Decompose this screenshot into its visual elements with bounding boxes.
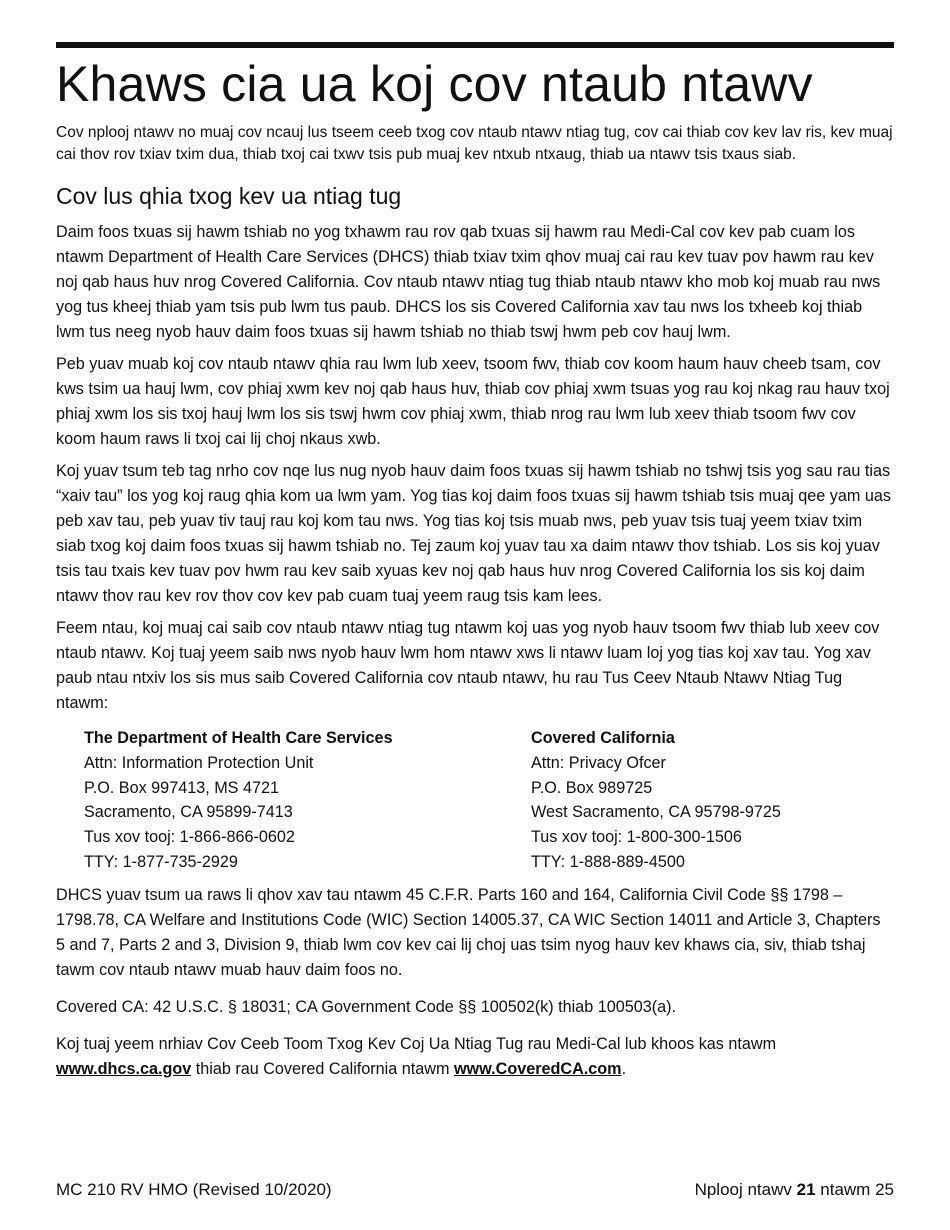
- covered-attn: Attn: Privacy Ofcer: [531, 753, 666, 772]
- dhcs-name: The Department of Health Care Services: [84, 729, 393, 747]
- dhcs-address: [84, 726, 531, 875]
- covered-city: West Sacramento, CA 95798-9725: [531, 803, 781, 822]
- page: [56, 42, 894, 1089]
- top-rule: [56, 42, 894, 48]
- page-total: 25: [875, 1180, 894, 1199]
- dhcs-phone: Tus xov tooj: 1-866-866-0602: [84, 828, 295, 847]
- links-suffix: .: [621, 1059, 627, 1078]
- dhcs-city: Sacramento, CA 95899-7413: [84, 803, 293, 822]
- page-current: 21: [796, 1180, 816, 1199]
- page-prefix: Nplooj ntawv: [694, 1180, 797, 1199]
- dhcs-legal-text: DHCS yuav tsum ua raws li qhov xav tau ntawm 45 C.F.R. Parts 160 and 164, California Civil Code §§ 1798 – 1798.78, CA Welfare and Institutions Code (WIC) Section 14005.37, CA WIC Section 14011 and Article 3, Chapters 5 and 7, Parts 2 and 3, Division 9, thiab lwm cov kev cai lij choj uas tsim nyog hauv kev khaws cia, siv, thiab tshaj tawm cov ntaub ntawv muab hauv daim foos no.: [56, 885, 881, 979]
- page-mid: ntawm: [815, 1180, 876, 1199]
- privacy-links-text: [56, 1032, 894, 1082]
- links-prefix: Koj tuaj yeem nrhiav Cov Ceeb Toom Txog Kev Coj Ua Ntiag Tug rau Medi-Cal lub khoos kas ntawm: [56, 1034, 777, 1053]
- covered-legal-text: Covered CA: 42 U.S.C. § 18031; CA Government Code §§ 100502(k) thiab 100503(a).: [56, 997, 676, 1016]
- paragraph-purpose: Daim foos txuas sij hawm tshiab no yog txhawm rau rov qab txuas sij hawm rau Medi-Cal cov kev pab cuam los ntawm Department of Health Care Services (DHCS) thiab txiav txim qhov muaj cai rau kev tuav pov hawm rau kev noj qab haus huv nrog Covered California. Cov ntaub ntawv ntiag tug thiab ntaub ntawv kho mob koj muab rau nws yog tus kheej thiab yam tsis pub lwm tus paub. DHCS los sis Covered California xav tau nws los txheeb koj thiab lwm tus neeg nyob hauv daim foos txuas sij hawm tshiab no thiab tswj hwm peb cov hauj lwm.: [56, 223, 881, 341]
- covered-po-box: P.O. Box 989725: [531, 778, 653, 797]
- dhcs-tty: TTY: 1-877-735-2929: [84, 852, 238, 871]
- dhcs-attn: Attn: Information Protection Unit: [84, 753, 314, 772]
- page-number: [695, 1178, 894, 1202]
- paragraph-sharing: Peb yuav muab koj cov ntaub ntawv qhia rau lwm lub xeev, tsoom fwv, thiab cov koom haum hauv cheeb tsam, cov kws tsim ua hauj lwm, cov phiaj xwm kev noj qab haus huv, thiab cov phiaj xwm tsuas yog rau koj nkag rau hauv txoj phiaj xwm los sis txoj hauj lwm los sis tswj hwm cov phiaj xwm, thiab nrog rau lwm lub xeev thiab tsoom fwv cov koom haum raws li txoj cai lij choj nkaus xwb.: [56, 355, 890, 448]
- covered-tty: TTY: 1-888-889-4500: [531, 852, 685, 871]
- intro-text: Cov nplooj ntawv no muaj cov ncauj lus tseem ceeb txog cov ntaub ntawv ntiag tug, cov cai thiab cov kev lav ris, kev muaj cai thov rov txiav txim dua, thiab txoj cai txwv tsis pub muaj kev ntxub ntxaug, thiab ua ntawv tsis txaus siab.: [56, 124, 893, 163]
- section-heading: Cov lus qhia txog kev ua ntiag tug: [56, 183, 402, 209]
- dhcs-website-link[interactable]: www.dhcs.ca.gov: [56, 1059, 192, 1078]
- covered-address: [531, 726, 781, 875]
- page-footer: [56, 1178, 894, 1202]
- paragraph-answers: Koj yuav tsum teb tag nrho cov nqe lus nug nyob hauv daim foos txuas sij hawm tshiab no tshwj tsis yog sau rau tias “xaiv tau” los yog koj raug qhia kom ua lwm yam. Yog tias koj daim foos txuas sij hawm tshiab tsis muaj qee yam uas peb xav tau, peb yuav tiv tauj rau koj kom tau nws. Yog tias koj tsis muab nws, peb yuav tsis tuaj yeem txiav txim siab txog koj daim foos txuas sij hawm tshiab no. Tej zaum koj yuav tau xa daim ntawv thov tshiab. Los sis koj yuav tsis tau txais kev tuav pov hwm rau kev saib xyuas kev noj qab haus huv nrog Covered California los sis koj daim ntawv thov rau kev rov thov cov kev pab cuam tuaj yeem raug tsis kam lees.: [56, 462, 891, 605]
- coveredca-website-link[interactable]: www.CoveredCA.com: [453, 1059, 622, 1078]
- page-title: Khaws cia ua koj cov ntaub ntawv: [56, 56, 813, 112]
- covered-name: Covered California: [531, 729, 675, 747]
- paragraph-rights: Feem ntau, koj muaj cai saib cov ntaub ntawv ntiag tug ntawm koj uas yog nyob hauv tsoom fwv thiab lub xeev cov ntaub ntawv. Koj tuaj yeem saib nws nyob hauv lwm hom ntawv xws li ntawv luam loj yog tias koj xav tau. Yog xav paub ntau ntxiv los sis mus saib Covered California cov ntaub ntawv, hu rau Tus Ceev Ntaub Ntawv Ntiag Tug ntawm:: [56, 619, 880, 712]
- links-middle: thiab rau Covered California ntawm: [191, 1059, 454, 1078]
- contact-addresses: [84, 726, 894, 875]
- dhcs-po-box: P.O. Box 997413, MS 4721: [84, 778, 279, 797]
- form-id: MC 210 RV HMO (Revised 10/2020): [56, 1180, 332, 1199]
- covered-phone: Tus xov tooj: 1-800-300-1506: [531, 828, 742, 847]
